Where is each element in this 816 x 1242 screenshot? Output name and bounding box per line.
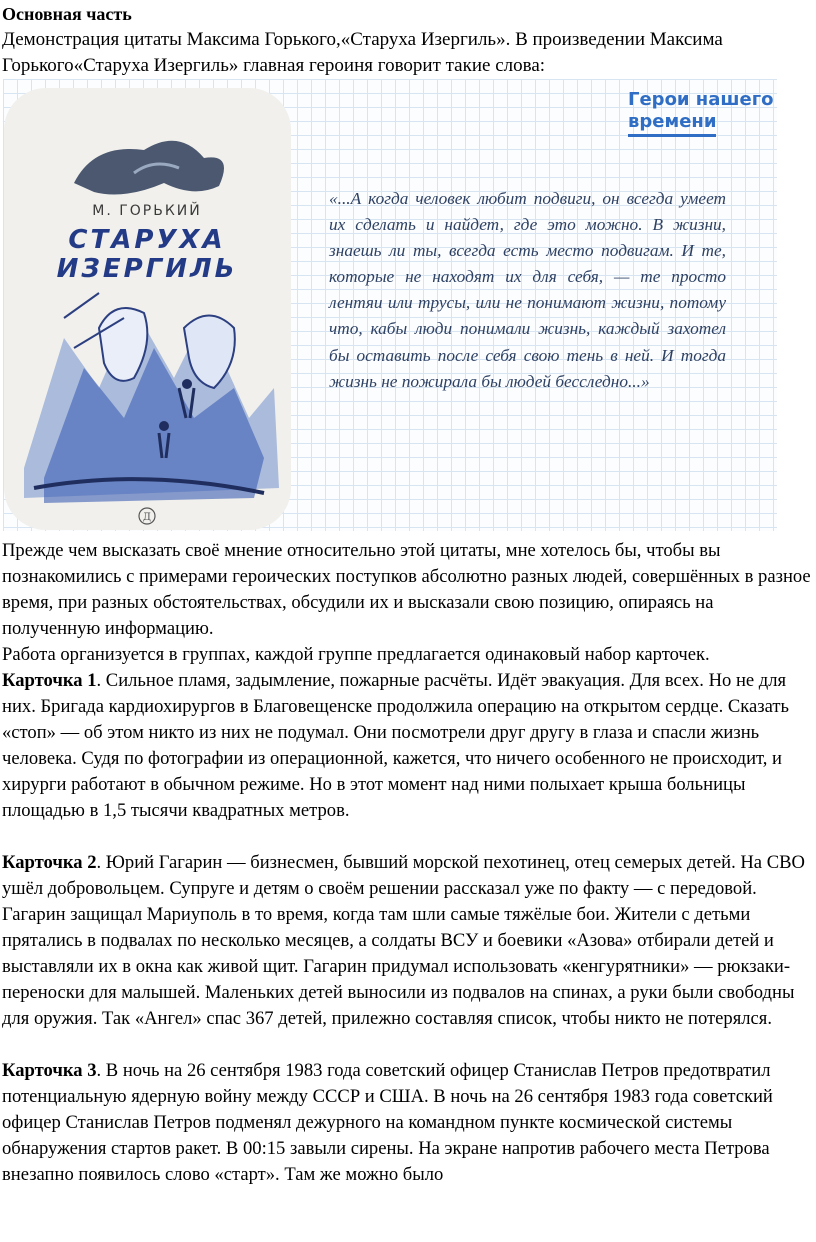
card-2-text: . Юрий Гагарин — бизнесмен, бывший морской пехотинец, отец семерых детей. На СВО ушёл добровольцем. Супруге и детям о своём решении рассказал уже по факту — с передовой. Гагарин защищал Мариуполь в то время, когда там шли самые тяжёлые бои. Жители с детьми прятались в подвалах по несколько месяцев, а солдаты ВСУ и боевики «Азова» отбирали детей и выставляли их в окна как живой щит. Гагарин придумал использовать «кенгурятники» — рюкзаки-переноски для малышей. Маленьких детей выносили из подвалов на спинах, а руки были свободны для оружия. Так «Ангел» спас 367 детей, прилежно составляя список, чтобы никто не потерялся. bbox=[2, 852, 805, 1029]
body-text bbox=[2, 538, 814, 1188]
card-3 bbox=[2, 1058, 814, 1188]
paragraph-groups: Работа организуется в группах, каждой группе предлагается одинаковый набор карточек. bbox=[2, 644, 710, 665]
section-heading: Основная часть bbox=[2, 4, 132, 24]
brand-line1: Герои нашего bbox=[628, 89, 774, 110]
book-title-line1: СТАРУХА bbox=[68, 225, 226, 255]
paragraph-intro: Прежде чем высказать своё мнение относительно этой цитаты, мне хотелось бы, чтобы вы познакомились с примерами героических поступков абсолютно разных людей, совершённых в разное время, при разных обстоятельствах, обсудили их и высказали свою позицию, опираясь на полученную информацию. bbox=[2, 540, 811, 639]
intro-paragraph: Демонстрация цитаты Максима Горького,«Старуха Изергиль». В произведении Максима Горького«Старуха Изергиль» главная героиня говорит такие слова: bbox=[2, 29, 723, 76]
book-author: М. ГОРЬКИЙ bbox=[92, 203, 202, 219]
card-1 bbox=[2, 668, 814, 824]
quote-slide-image bbox=[3, 79, 777, 531]
book-title-line2: ИЗЕРГИЛЬ bbox=[56, 254, 238, 284]
gorky-quote: «...А когда человек любит подвиги, он всегда умеет их сделать и найдет, где это можно. В жизни, знаешь ли ты, всегда есть место подвигам. И те, которые не находят их для себя, — те просто лентяи или трусы, или не понимают жизни, потому что, кабы люди понимали жизнь, каждый захотел бы оставить после себя свою тень в ней. И тогда жизнь не пожирала бы людей бесследно...» bbox=[329, 189, 726, 391]
card-2 bbox=[2, 850, 814, 1032]
brand-line2: времени bbox=[628, 111, 716, 137]
card-2-label: Карточка 2 bbox=[2, 852, 97, 873]
book-cover-image bbox=[4, 88, 291, 530]
card-3-text: . В ночь на 26 сентября 1983 года советский офицер Станислав Петров предотвратил потенциальную ядерную войну между СССР и США. В ночь на 26 сентября 1983 года советский офицер Станислав Петров подменял дежурного на командном пункте космической системы обнаружения стартов ракет. В 00:15 завыли сирены. На экране напротив рабочего места Петрова внезапно появилось слово «старт». Там же можно было bbox=[2, 1060, 773, 1185]
publisher-logo: Д bbox=[142, 512, 152, 523]
book-cover-illustration bbox=[4, 88, 291, 530]
card-1-text: . Сильное пламя, задымление, пожарные расчёты. Идёт эвакуация. Для всех. Но не для них. Бригада кардиохирургов в Благовещенске продолжила операцию на открытом сердце. Сказать «стоп» — об этом никто из них не подумал. Они посмотрели друг другу в глаза и спасли жизнь человека. Судя по фотографии из операционной, кажется, что ничего особенного не происходит, и хирурги работают в обычном режиме. Но в этот момент над ними полыхает крыша больницы площадью в 1,5 тысячи квадратных метров. bbox=[2, 670, 789, 821]
brand-label bbox=[628, 89, 774, 137]
card-1-label: Карточка 1 bbox=[2, 670, 97, 691]
card-3-label: Карточка 3 bbox=[2, 1060, 97, 1081]
